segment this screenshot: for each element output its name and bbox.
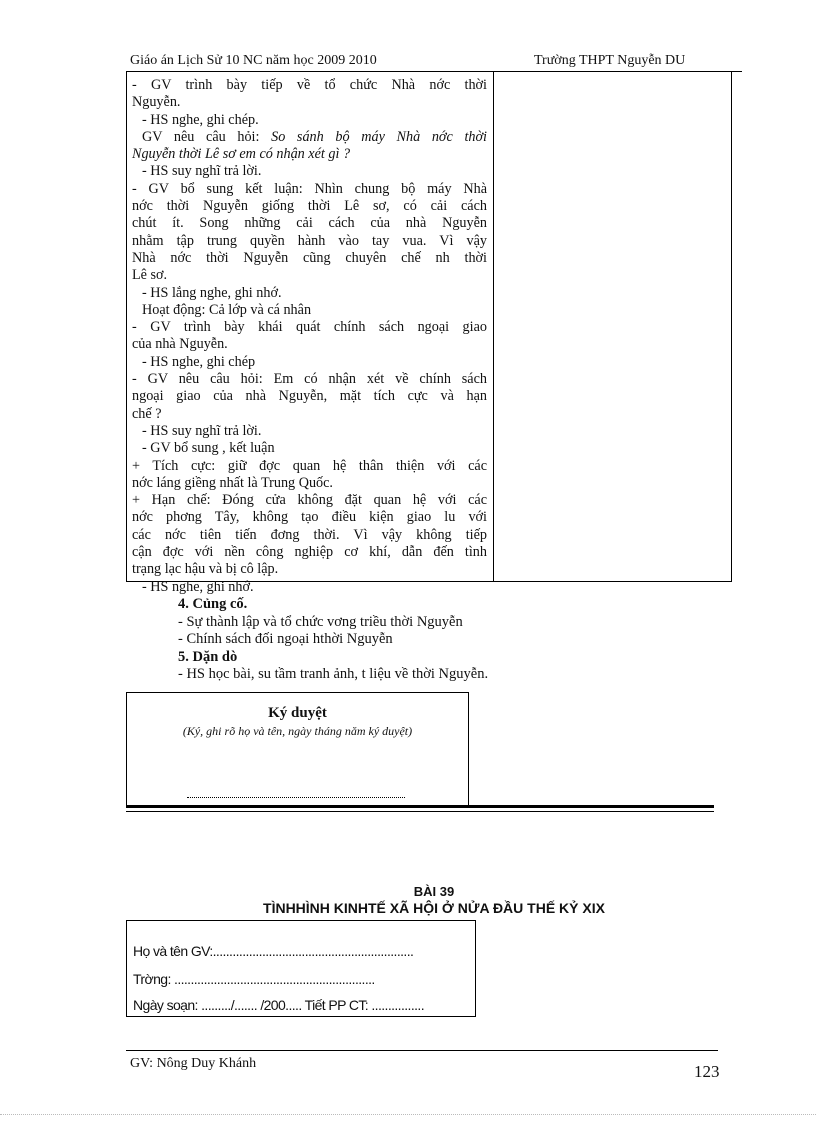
signature-box: [126, 692, 469, 806]
lesson-line: - GV trình bày khái quát chính sách ngoại giao: [132, 319, 487, 336]
page-edge: [0, 1114, 816, 1115]
lesson-line: Hoạt động: Cả lớp và cá nhân: [142, 301, 312, 318]
lesson-line: của nhà Nguyễn.: [132, 336, 228, 353]
lesson-line: - HS lắng nghe, ghi nhớ.: [142, 284, 282, 301]
lesson-line: - GV bổ sung kết luận: Nhìn chung bộ máy Nhà: [132, 180, 487, 197]
lesson-line: + Hạn chế: Đóng cửa không đặt quan hệ với các: [132, 492, 487, 509]
page-number: 123: [694, 1062, 720, 1081]
consolidation-item: - Sự thành lập và tổ chức vơng triều thời Nguyễn: [178, 613, 463, 630]
signature-subtitle: (Ký, ghi rõ họ và tên, ngày tháng năm ký duyệt): [182, 724, 413, 738]
lesson-line: nớc phơng Tây, không tạo điều kiện giao lu với: [132, 509, 487, 526]
lesson-activities: [132, 77, 487, 596]
lesson-line: cận đợc với nền công nghiệp cơ khí, dẫn đến tình: [132, 544, 487, 561]
consolidation-item: - Chính sách đối ngoại hthời Nguyễn: [178, 631, 393, 648]
lesson-line: - GV nêu câu hỏi: Em có nhận xét về chính sách: [132, 371, 487, 388]
lesson-line: - HS nghe, ghi nhớ.: [142, 578, 254, 595]
table-column-divider: [493, 72, 494, 581]
lesson-line: ngoại giao của nhà Nguyễn, mặt tích cực và hạn: [132, 388, 487, 405]
prepared-date-field: Ngày soạn: ........./....... /200..... Tiết PP CT: ................: [133, 997, 425, 1013]
lesson-line: Lê sơ.: [132, 267, 168, 284]
signature-line: [187, 797, 405, 798]
lesson-line: - HS suy nghĩ trả lời.: [142, 163, 262, 180]
lesson-line: các nớc tiên tiến đơng thời. Vì vậy không tiếp: [132, 526, 487, 543]
lesson-summary: [178, 596, 488, 684]
lesson-line: nớc láng giềng nhất là Trung Quốc.: [132, 474, 333, 491]
school-field: Trờng: .............................................................: [133, 971, 375, 987]
lesson-line: Nguyễn thời Lê sơ em có nhận xét gì ?: [132, 146, 351, 163]
footer-author: GV: Nông Duy Khánh: [130, 1056, 257, 1071]
lesson-line: nớc thời Nguyễn giống thời Lê sơ, có cải cách: [132, 198, 487, 215]
lesson-line: nhằm tập trung quyền hành vào tay vua. Vì vậy: [132, 232, 487, 249]
homework-item: - HS học bài, su tầm tranh ảnh, t liệu về thời Nguyễn.: [178, 666, 489, 683]
next-lesson-title: TÌNHHÌNH KINHTẾ XÃ HỘI Ở NỬA ĐẦU THẾ KỶ XIX: [263, 900, 605, 916]
section-rule-thin: [126, 811, 714, 812]
lesson-line: chế ?: [132, 405, 162, 422]
lesson-line: GV nêu câu hỏi: So sánh bộ máy Nhà nớc thời: [142, 128, 487, 145]
teacher-info-box: [126, 920, 476, 1017]
footer-rule: [126, 1050, 718, 1051]
lesson-line: - GV bổ sung , kết luận: [142, 440, 275, 457]
consolidation-heading: 4. Củng cố.: [178, 596, 248, 612]
lesson-line: Nguyễn.: [132, 94, 181, 111]
next-lesson-number: BÀI 39: [413, 884, 455, 899]
homework-heading: 5. Dặn dò: [178, 648, 238, 665]
lesson-line: - GV trình bày tiếp về tổ chức Nhà nớc thời: [132, 77, 487, 93]
signature-title: Ký duyệt: [268, 705, 327, 721]
lesson-line: Nhà nớc thời Nguyễn cũng chuyên chế nh thời: [132, 249, 487, 266]
lesson-line: chút ít. Song những cải cách của nhà Nguyễn: [132, 215, 487, 232]
header-left: Giáo án Lịch Sử 10 NC năm học 2009 2010: [130, 53, 377, 68]
lesson-line: + Tích cực: giữ đợc quan hệ thân thiện với các: [132, 457, 487, 474]
section-rule-thick: [126, 805, 714, 808]
lesson-line: - HS nghe, ghi chép.: [142, 111, 259, 128]
header-right: Trường THPT Nguyễn DU: [534, 53, 686, 68]
teacher-name-field: Họ và tên GV:.............................................................: [133, 943, 414, 959]
lesson-line: - HS suy nghĩ trả lời.: [142, 422, 262, 439]
lesson-line: trạng lạc hậu và bị cô lập.: [132, 561, 279, 578]
lesson-line: - HS nghe, ghi chép: [142, 353, 256, 370]
